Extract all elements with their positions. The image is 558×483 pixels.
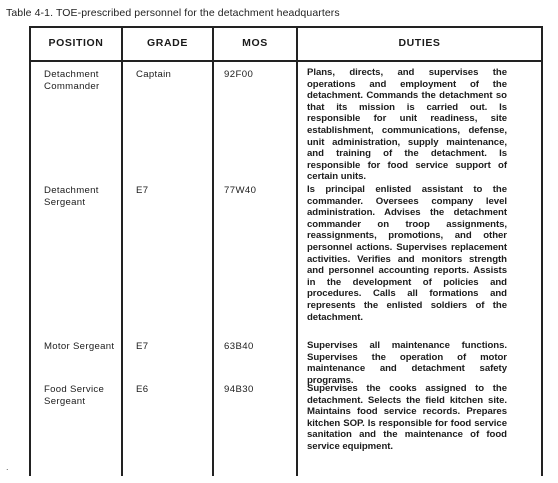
row-1-grade: Captain bbox=[136, 69, 172, 80]
row-3-grade: E7 bbox=[136, 341, 149, 352]
row-2-duties: Is principal enlisted assistant to the commander. Oversees company level administration. Advises the detachment commander on troop assignments, reassignments, promotions, and other personnel actions. Supervises replacement activities. Verifies and monitors strength and personnel accounting reports. Assists in the development of policies and procedures. Calls all formations and represents the enlisted soldiers of the detachment. bbox=[307, 184, 507, 323]
column-divider-3 bbox=[296, 26, 298, 476]
header-divider bbox=[29, 60, 543, 62]
column-divider-1 bbox=[121, 26, 123, 476]
row-3-position: Motor Sergeant bbox=[44, 341, 115, 352]
row-2-mos: 77W40 bbox=[224, 185, 257, 196]
row-2-position: Detachment Sergeant bbox=[44, 185, 99, 208]
row-4-mos: 94B30 bbox=[224, 384, 254, 395]
row-3-mos: 63B40 bbox=[224, 341, 254, 352]
row-3-duties: Supervises all maintenance functions. Supervises the operation of motor maintenance and detachment safety programs. bbox=[307, 340, 507, 386]
column-divider-2 bbox=[212, 26, 214, 476]
row-4-duties: Supervises the cooks assigned to the detachment. Selects the field kitchen site. Maintains food service records. Prepares kitchen SOP. Is responsible for food service sanitation and the maintenance of food service equipment. bbox=[307, 383, 507, 452]
header-position: POSITION bbox=[48, 37, 104, 49]
margin-mark: . bbox=[6, 462, 9, 472]
row-1-position: Detachment Commander bbox=[44, 69, 100, 92]
row-4-grade: E6 bbox=[136, 384, 149, 395]
table-caption: Table 4-1. TOE-prescribed personnel for the detachment headquarters bbox=[6, 7, 340, 19]
row-4-position: Food Service Sergeant bbox=[44, 384, 105, 407]
row-1-duties: Plans, directs, and supervises the operations and employment of the detachment. Commands the detachment so that its mission is carried out. Is responsible for unit readiness, site establishment, communications, defense, unit administration, supply maintenance, and training of the detachment. Is responsible for food service support of certain units. bbox=[307, 67, 507, 183]
header-mos: MOS bbox=[242, 37, 268, 49]
row-2-grade: E7 bbox=[136, 185, 149, 196]
header-duties: DUTIES bbox=[398, 37, 441, 49]
header-grade: GRADE bbox=[147, 37, 188, 49]
row-1-mos: 92F00 bbox=[224, 69, 254, 80]
